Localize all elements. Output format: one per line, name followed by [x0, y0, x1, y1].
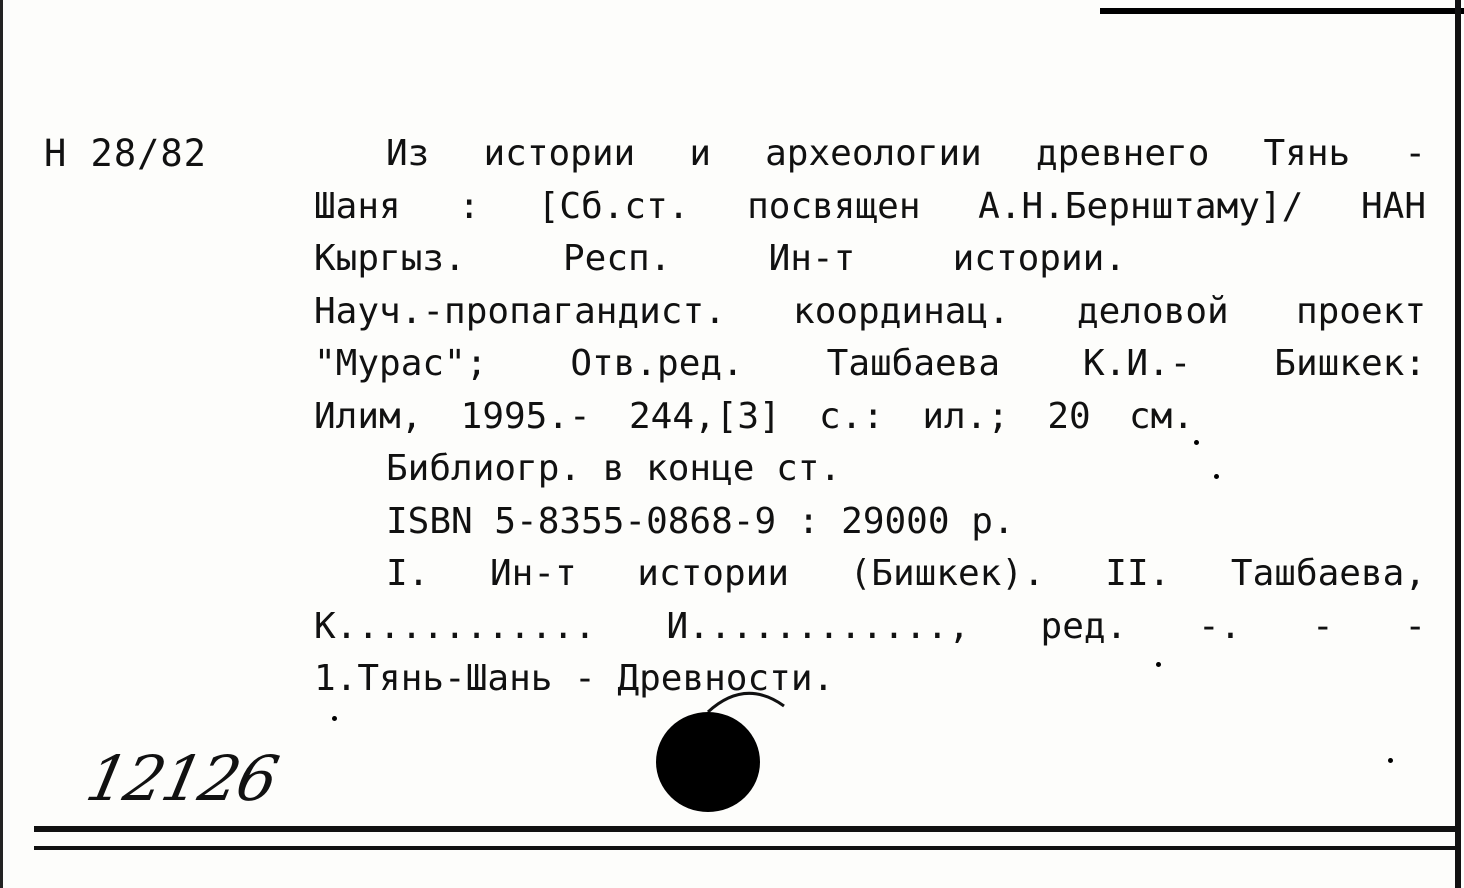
- ink-speck: [1194, 440, 1199, 445]
- card-left-edge: [0, 0, 3, 888]
- entry-line-added-entries: I. Ин-т истории (Бишкек). II. Ташбаева,: [386, 553, 1426, 594]
- entry-line-title: Из истории и археологии древнего Тянь -: [386, 133, 1426, 174]
- card-right-edge: [1455, 0, 1461, 888]
- entry-line-subject: 1.Тянь-Шань - Древности.: [314, 658, 835, 699]
- entry-line-editor: "Мурас"; Отв.ред. Ташбаева К.И.- Бишкек:: [314, 343, 1426, 384]
- ink-speck: [332, 716, 337, 721]
- bibliographic-entry: [314, 128, 1426, 706]
- bottom-rule-lower: [34, 846, 1456, 850]
- handwritten-inventory-number: 12126: [80, 742, 283, 815]
- entry-line-bibliography-note: Библиогр. в конце ст.: [386, 448, 842, 489]
- entry-line-institution: Кыргыз. Респ. Ин-т истории.: [314, 238, 1126, 279]
- punch-hole: [656, 712, 760, 812]
- shelf-mark: Н 28/82: [44, 132, 207, 175]
- ink-speck: [1388, 758, 1393, 763]
- card-top-edge: [1100, 8, 1464, 14]
- entry-line-isbn: ISBN 5-8355-0868-9 : 29000 р.: [386, 500, 1015, 542]
- entry-line-imprint: Илим, 1995.- 244,[3] с.: ил.; 20 см.: [314, 395, 1194, 437]
- entry-line-project: Науч.-пропагандист. координац. деловой проект: [314, 290, 1426, 332]
- ink-speck: [1156, 662, 1161, 667]
- entry-line-subtitle: Шаня : [Сб.ст. посвящен А.Н.Бернштаму]/ НАН: [314, 185, 1426, 227]
- ink-speck: [1214, 474, 1219, 479]
- bottom-rule: [34, 826, 1456, 832]
- entry-line-editor-initials: К............ И............, ред. -. - -: [314, 605, 1426, 647]
